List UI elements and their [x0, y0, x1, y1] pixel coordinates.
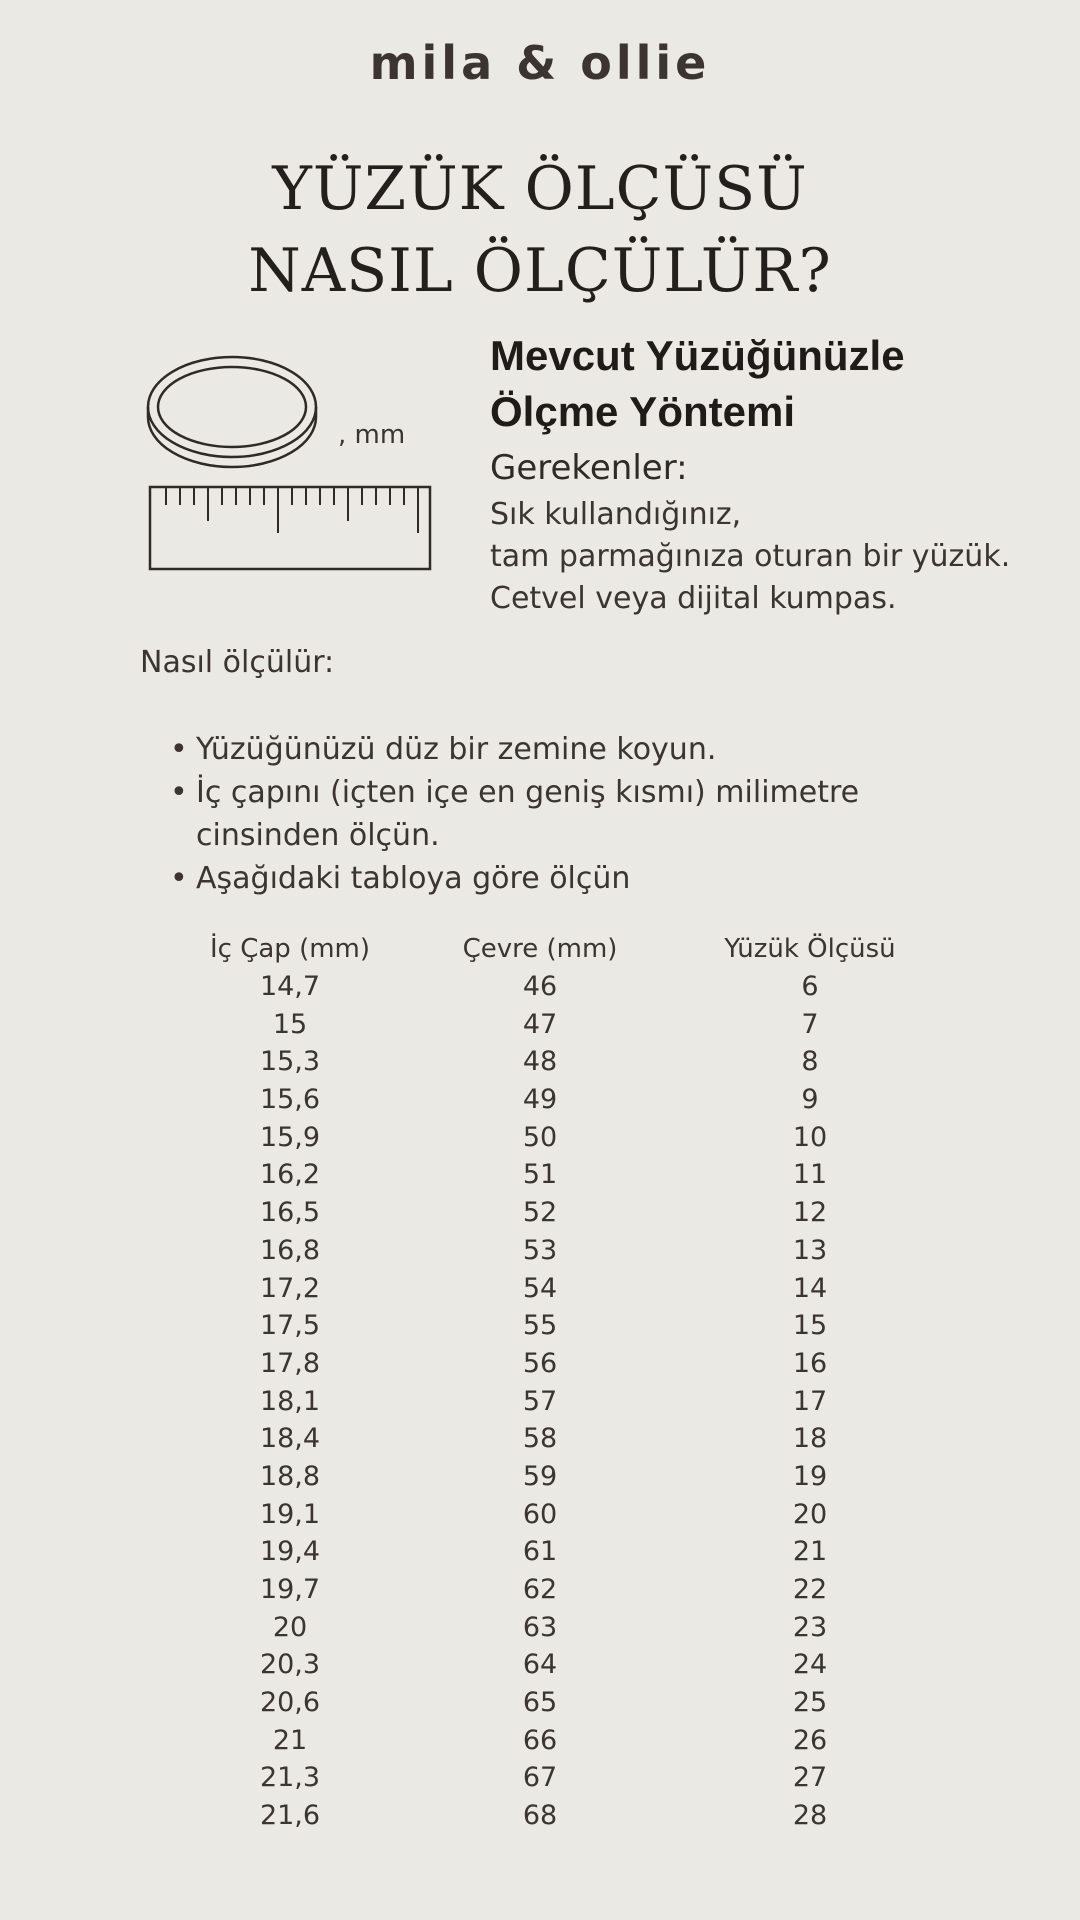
needs-item: Cetvel veya dijital kumpas.: [490, 581, 897, 616]
step-item: [170, 728, 990, 771]
cell-inner-diameter: 20: [272, 1611, 308, 1643]
cell-circumference: 46: [522, 971, 558, 1003]
cell-inner-diameter: 17,8: [259, 1347, 321, 1379]
table-row: [0, 1458, 1080, 1496]
cell-inner-diameter: 20,6: [259, 1687, 321, 1719]
table-row: [0, 1646, 1080, 1684]
cell-circumference: 68: [522, 1800, 558, 1832]
needs-item: tam parmağınıza oturan bir yüzük.: [490, 539, 1011, 574]
method-title-line-1: Mevcut Yüzüğünüzle: [490, 332, 905, 379]
cell-circumference: 60: [522, 1498, 558, 1530]
table-row: [0, 1420, 1080, 1458]
cell-inner-diameter: 18,1: [259, 1385, 321, 1417]
cell-ring-size: 26: [792, 1724, 828, 1756]
ring-ruler-illustration: [140, 345, 460, 575]
table-row: [0, 1684, 1080, 1722]
cell-inner-diameter: 15,6: [259, 1084, 321, 1116]
table-row: [0, 1721, 1080, 1759]
cell-inner-diameter: 15: [272, 1008, 308, 1040]
table-row: [0, 1194, 1080, 1232]
unit-label: , mm: [338, 420, 406, 450]
cell-circumference: 50: [522, 1121, 558, 1153]
method-title: [490, 328, 1060, 440]
steps-list: [170, 728, 990, 900]
cell-inner-diameter: 21,3: [259, 1762, 321, 1794]
cell-circumference: 64: [522, 1649, 558, 1681]
table-row: [0, 1533, 1080, 1571]
table-body: [0, 968, 1080, 1835]
title-line-1: YÜZÜK ÖLÇÜSÜ: [272, 154, 808, 224]
cell-ring-size: 9: [801, 1084, 819, 1116]
cell-ring-size: 16: [792, 1347, 828, 1379]
table-row: [0, 1797, 1080, 1835]
how-title: Nasıl ölçülür:: [140, 645, 335, 680]
cell-ring-size: 14: [792, 1272, 828, 1304]
cell-circumference: 52: [522, 1197, 558, 1229]
step-item: [170, 857, 990, 900]
cell-circumference: 48: [522, 1046, 558, 1078]
cell-ring-size: 13: [792, 1234, 828, 1266]
bullet-icon: •: [170, 732, 188, 767]
cell-ring-size: 19: [792, 1460, 828, 1492]
table-row: [0, 1307, 1080, 1345]
table-row: [0, 1118, 1080, 1156]
cell-ring-size: 23: [792, 1611, 828, 1643]
cell-inner-diameter: 17,2: [259, 1272, 321, 1304]
table-header: [0, 930, 1080, 968]
cell-circumference: 61: [522, 1536, 558, 1568]
brand-logo: mila & ollie: [369, 36, 711, 90]
table-row: [0, 1156, 1080, 1194]
step-text: Yüzüğünüzü düz bir zemine koyun.: [196, 732, 717, 767]
cell-inner-diameter: 21,6: [259, 1800, 321, 1832]
cell-ring-size: 17: [792, 1385, 828, 1417]
step-text: Aşağıdaki tabloya göre ölçün: [196, 861, 631, 896]
cell-circumference: 55: [522, 1310, 558, 1342]
table-row: [0, 1345, 1080, 1383]
cell-ring-size: 28: [792, 1800, 828, 1832]
cell-inner-diameter: 14,7: [259, 971, 321, 1003]
cell-ring-size: 22: [792, 1574, 828, 1606]
cell-circumference: 59: [522, 1460, 558, 1492]
cell-ring-size: 21: [792, 1536, 828, 1568]
bullet-icon: •: [170, 861, 188, 896]
cell-ring-size: 11: [792, 1159, 828, 1191]
bullet-icon: •: [170, 775, 188, 810]
cell-circumference: 62: [522, 1574, 558, 1606]
method-section: [490, 328, 1060, 620]
needs-item: Sık kullandığınız,: [490, 497, 742, 532]
cell-inner-diameter: 15,9: [259, 1121, 321, 1153]
cell-circumference: 67: [522, 1762, 558, 1794]
cell-circumference: 57: [522, 1385, 558, 1417]
table-row: [0, 968, 1080, 1006]
cell-ring-size: 20: [792, 1498, 828, 1530]
cell-circumference: 63: [522, 1611, 558, 1643]
table-row: [0, 1571, 1080, 1609]
cell-inner-diameter: 16,2: [259, 1159, 321, 1191]
cell-inner-diameter: 18,4: [259, 1423, 321, 1455]
cell-ring-size: 6: [801, 971, 819, 1003]
header-circumference: Çevre (mm): [462, 933, 618, 964]
table-row: [0, 1232, 1080, 1270]
cell-ring-size: 8: [801, 1046, 819, 1078]
cell-circumference: 56: [522, 1347, 558, 1379]
cell-ring-size: 24: [792, 1649, 828, 1681]
cell-inner-diameter: 19,1: [259, 1498, 321, 1530]
step-item: [170, 771, 990, 857]
table-row: [0, 1759, 1080, 1797]
cell-circumference: 65: [522, 1687, 558, 1719]
cell-inner-diameter: 15,3: [259, 1046, 321, 1078]
cell-inner-diameter: 18,8: [259, 1460, 321, 1492]
cell-circumference: 53: [522, 1234, 558, 1266]
page-title: [0, 148, 1080, 312]
cell-inner-diameter: 19,7: [259, 1574, 321, 1606]
cell-ring-size: 10: [792, 1121, 828, 1153]
cell-circumference: 47: [522, 1008, 558, 1040]
cell-circumference: 54: [522, 1272, 558, 1304]
ruler-icon: [150, 487, 430, 569]
step-text: İç çapını (içten içe en geniş kısmı) milimetre cinsinden ölçün.: [196, 775, 860, 853]
header-ring-size: Yüzük Ölçüsü: [724, 933, 896, 964]
table-row: [0, 1269, 1080, 1307]
method-title-line-2: Ölçme Yöntemi: [490, 388, 795, 435]
cell-ring-size: 25: [792, 1687, 828, 1719]
cell-circumference: 49: [522, 1084, 558, 1116]
cell-inner-diameter: 21: [272, 1724, 308, 1756]
needs-title: Gerekenler:: [490, 448, 688, 488]
cell-ring-size: 27: [792, 1762, 828, 1794]
table-row: [0, 1081, 1080, 1119]
title-line-2: NASIL ÖLÇÜLÜR?: [248, 236, 832, 306]
cell-inner-diameter: 20,3: [259, 1649, 321, 1681]
cell-ring-size: 7: [801, 1008, 819, 1040]
ring-icon: [148, 357, 316, 467]
cell-circumference: 66: [522, 1724, 558, 1756]
cell-inner-diameter: 19,4: [259, 1536, 321, 1568]
size-table: [0, 930, 1080, 1835]
header-inner-diameter: İç Çap (mm): [209, 933, 371, 964]
cell-ring-size: 12: [792, 1197, 828, 1229]
cell-inner-diameter: 17,5: [259, 1310, 321, 1342]
cell-ring-size: 15: [792, 1310, 828, 1342]
table-row: [0, 1043, 1080, 1081]
cell-circumference: 51: [522, 1159, 558, 1191]
table-row: [0, 1495, 1080, 1533]
needs-list: [490, 494, 1060, 620]
table-row: [0, 1005, 1080, 1043]
table-row: [0, 1608, 1080, 1646]
table-row: [0, 1382, 1080, 1420]
cell-circumference: 58: [522, 1423, 558, 1455]
cell-ring-size: 18: [792, 1423, 828, 1455]
cell-inner-diameter: 16,5: [259, 1197, 321, 1229]
cell-inner-diameter: 16,8: [259, 1234, 321, 1266]
